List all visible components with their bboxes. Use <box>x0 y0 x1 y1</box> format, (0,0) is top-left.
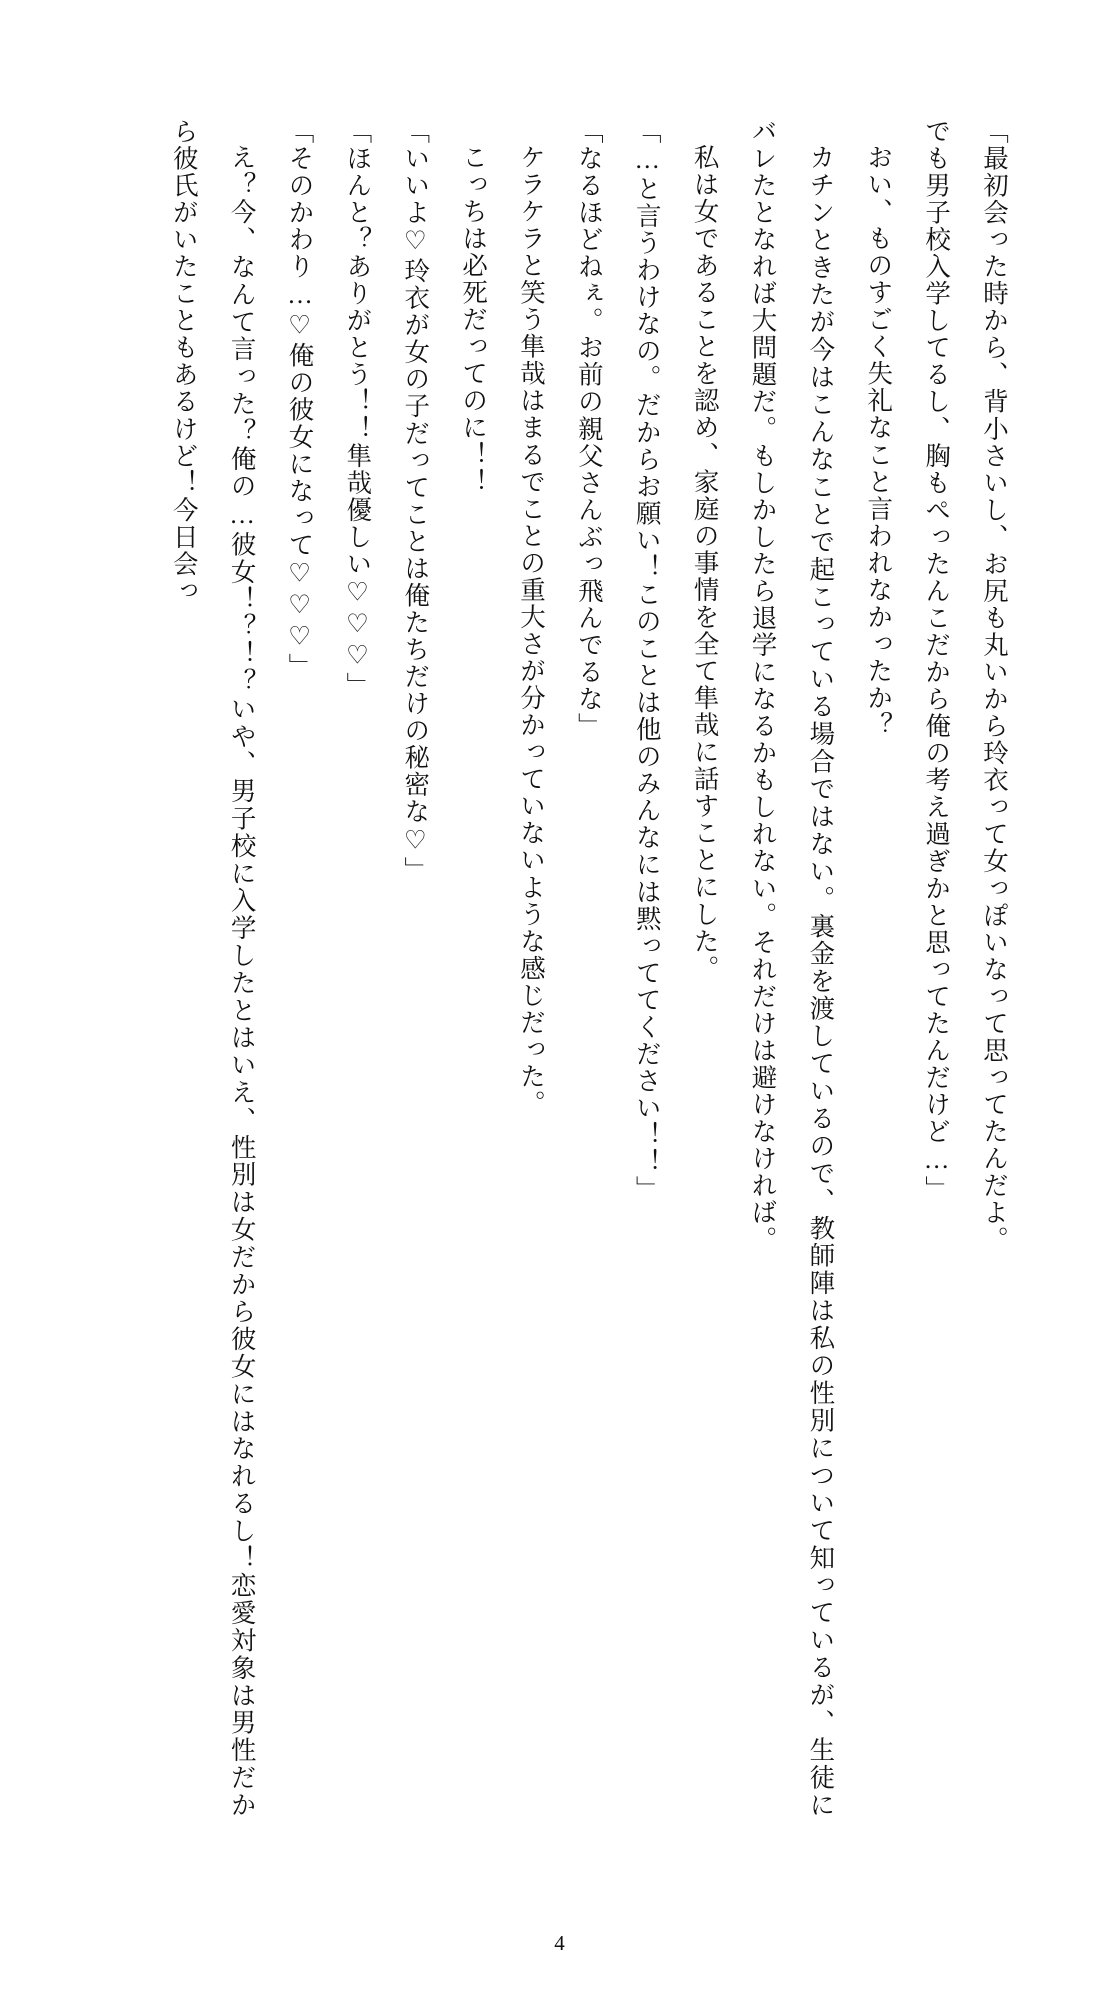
paragraph: 「最初会った時から、背小さいし、お尻も丸いから玲衣って女っぽいなって思ってたんだよ。 <box>980 118 1009 1254</box>
paragraph: こっちは必死だってのに！！ <box>459 143 489 495</box>
paragraph: ケラケラと笑う隼哉はまるでことの重大さが分かっていないような感じだった。 <box>517 143 546 1117</box>
paragraph: おい、ものすごく失礼なこと言われなかったか？ <box>864 143 894 739</box>
paragraph: 「なるほどねぇ。お前の親父さんぶっ飛んでるな」 <box>574 118 604 740</box>
page-number: 4 <box>554 1931 565 1955</box>
paragraph: 「…と言うわけなの。だからお願い！このことは他のみんなには黙っててください！！」 <box>632 118 662 1203</box>
paragraph: カチンときたが今はこんなことで起こっている場合ではない。裏金を渡しているので、教師陣は私の性別について知っているが、生徒にバレたとなれば大問題だ。もしかしたら退学になるかもしれない。それだけは避けなければ。 <box>748 118 836 1818</box>
paragraph: 「ほんと？ありがとう！！隼哉優しい♡♡♡」 <box>343 118 373 700</box>
paragraph: え？今、なんて言った？俺の…彼女！？！？いや、男子校に入学したとはいえ、性別は女だから彼女にはなれるし！恋愛対象は男性だから彼氏がいたこともあるけど！今日会っ <box>169 118 257 1818</box>
paragraph: 私は女であることを認め、家庭の事情を全て隼哉に話すことにした。 <box>690 143 720 982</box>
paragraph: 「そのかわり…♡俺の彼女になって♡♡♡」 <box>285 118 315 681</box>
vertical-text-body <box>52 118 1023 1818</box>
paragraph: でも男子校入学してるし、胸もぺったんこだから俺の考え過ぎかと思ってたんだけど…」 <box>922 118 952 1203</box>
paragraph: 「いいよ♡玲衣が女の子だってことは俺たちだけの秘密な♡」 <box>401 118 431 884</box>
